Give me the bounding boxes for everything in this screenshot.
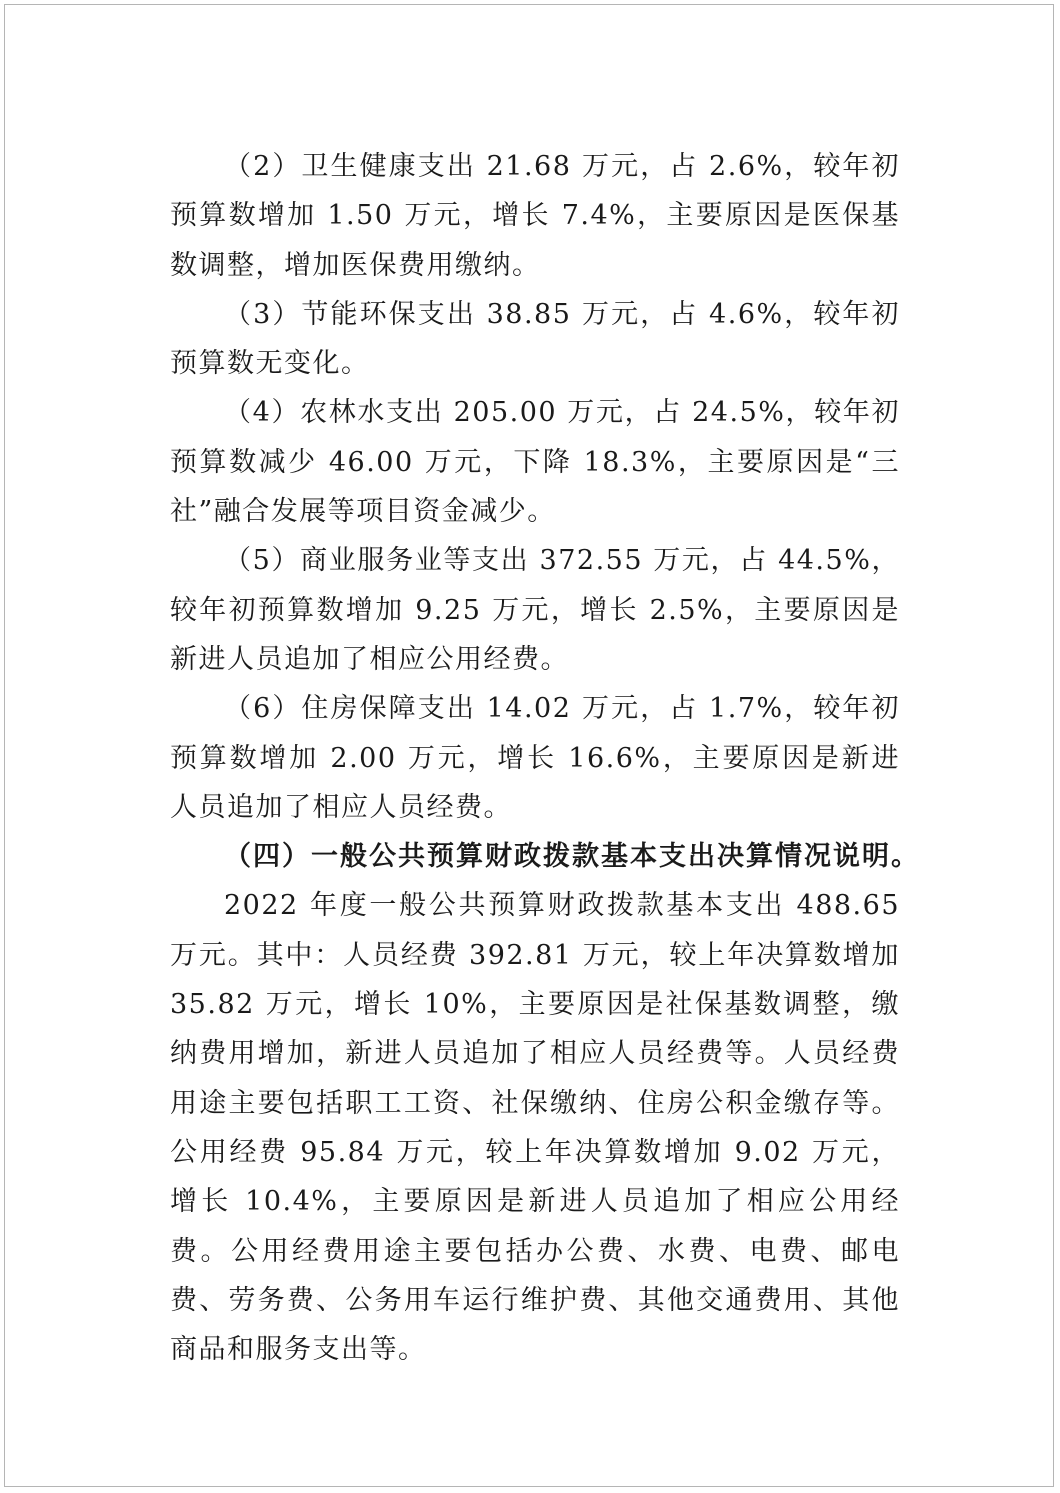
paragraph-housing-expenditure: （6）住房保障支出 14.02 万元，占 1.7%，较年初预算数增加 2.00 万元，增长 16.6%，主要原因是新进人员追加了相应人员经费。 <box>170 693 900 823</box>
paragraph-energy-expenditure: （3）节能环保支出 38.85 万元，占 4.6%，较年初预算数无变化。 <box>170 298 900 380</box>
paragraph-commerce-expenditure: （5）商业服务业等支出 372.55 万元，占 44.5%，较年初预算数增加 9.25 万元，增长 2.5%，主要原因是新进人员追加了相应公用经费。 <box>170 545 900 675</box>
paragraph-agriculture-expenditure: （4）农林水支出 205.00 万元，占 24.5%，较年初预算数减少 46.00 万元，下降 18.3%，主要原因是“三社”融合发展等项目资金减少。 <box>170 397 900 528</box>
section-heading: （四）一般公共预算财政拨款基本支出决算情况说明。 <box>224 841 920 873</box>
paragraph-health-expenditure: （2）卫生健康支出 21.68 万元，占 2.6%，较年初预算数增加 1.50 万元，增长 7.4%，主要原因是医保基数调整，增加医保费用缴纳。 <box>170 151 900 281</box>
document-page <box>4 4 1054 1487</box>
document-body <box>170 142 920 1374</box>
paragraph-basic-expenditure-summary: 2022 年度一般公共预算财政拨款基本支出 488.65 万元。其中：人员经费 392.81 万元，较上年决算数增加 35.82 万元，增长 10%，主要原因是社保基数调整，缴纳费用增加，新进人员追加了相应人员经费等。人员经费用途主要包括职工工资、社保缴纳、住房公积金缴存等。公用经费 95.84 万元，较上年决算数增加 9.02 万元，增长 10.4%，主要原因是新进人员追加了相应公用经费。公用经费用途主要包括办公费、水费、电费、邮电费、劳务费、公务用车运行维护费、其他交通费用、其他商品和服务支出等。 <box>170 890 900 1366</box>
